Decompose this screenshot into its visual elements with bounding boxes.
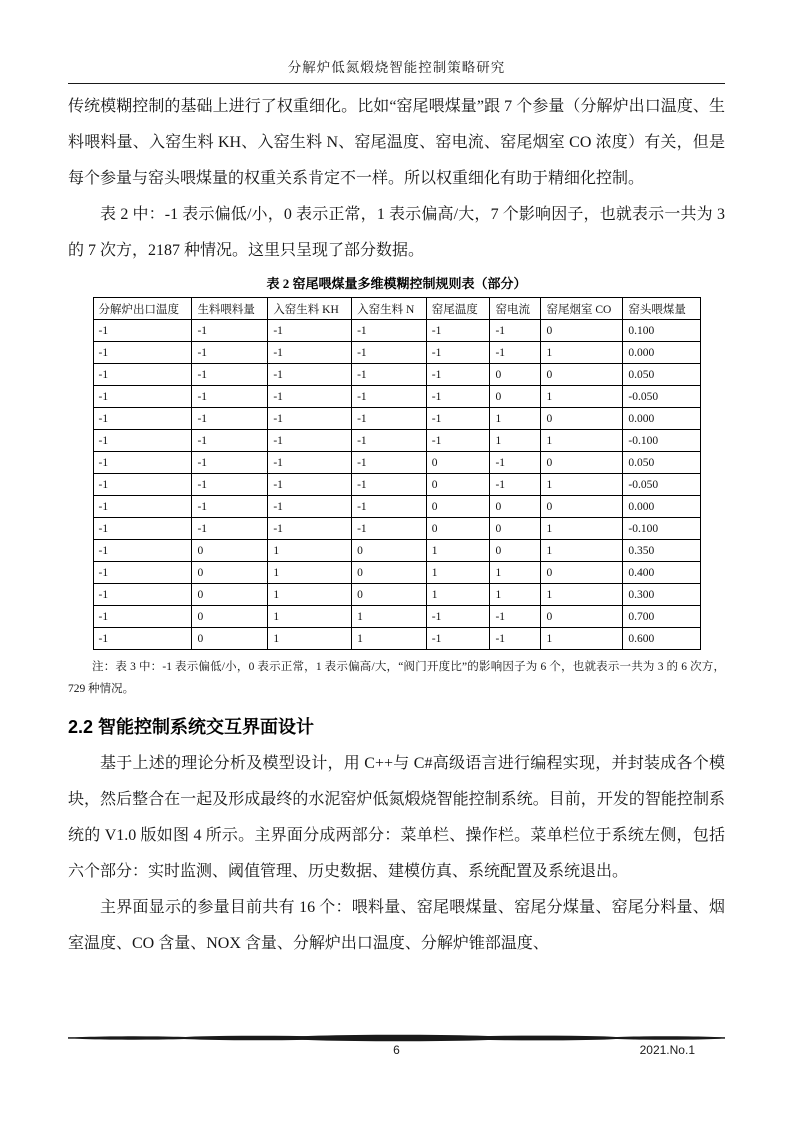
table-cell: 1 [490,430,541,452]
table-cell: -1 [352,474,427,496]
table-cell: 0 [192,628,268,650]
table-cell: -1 [93,540,192,562]
table-cell: 1 [426,584,490,606]
table-column-header: 入窑生料 N [352,298,427,320]
table-cell: 0 [426,474,490,496]
table-cell: -1 [268,496,352,518]
table-cell: -1 [192,452,268,474]
table-cell: 0 [426,518,490,540]
issue-label: 2021.No.1 [639,1043,695,1057]
table-cell: -1 [490,320,541,342]
footer-text-row [68,1043,725,1057]
table-cell: 0.000 [623,408,700,430]
table-row [93,518,700,540]
table-cell: -1 [352,408,427,430]
table-cell: -1 [93,386,192,408]
table-cell: 0 [541,320,623,342]
table-cell: -1 [93,628,192,650]
page-header [68,56,725,84]
table-cell: -1 [352,518,427,540]
table-cell: 0 [541,606,623,628]
table-cell: -1 [490,606,541,628]
table-cell: 1 [268,628,352,650]
table-cell: -1 [93,474,192,496]
table-column-header: 窑尾温度 [426,298,490,320]
paragraph-main-interface-parameters: 主界面显示的参量目前共有 16 个：喂料量、窑尾喂煤量、窑尾分煤量、窑尾分料量、烟室温度、CO 含量、NOX 含量、分解炉出口温度、分解炉锥部温度、 [68,899,725,952]
table-row [93,408,700,430]
table-cell: -1 [352,430,427,452]
table-cell: 0.350 [623,540,700,562]
section-heading-2-2: 2.2 智能控制系统交互界面设计 [68,717,315,737]
table-column-header: 窑尾烟室 CO [541,298,623,320]
page-footer [68,1033,725,1057]
table-cell: -1 [426,342,490,364]
table-cell: -0.100 [623,430,700,452]
table-cell: 1 [490,584,541,606]
paragraph-system-implementation: 基于上述的理论分析及模型设计，用 C++与 C#高级语言进行编程实现，并封装成各个模块，然后整合在一起及形成最终的水泥窑炉低氮煅烧智能控制系统。目前，开发的智能控制系统的 V1.0 版如图 4 所示。主界面分成两部分：菜单栏、操作栏。菜单栏位于系统左侧，包括六个部分：实时监测、阈值管理、历史数据、建模仿真、系统配置及系统退出。 [68,755,725,880]
table-column-header: 生料喂料量 [192,298,268,320]
table-cell: 1 [541,584,623,606]
table-cell: -1 [268,518,352,540]
table-cell: 1 [541,628,623,650]
table-cell: 0.050 [623,364,700,386]
table-cell: -1 [93,584,192,606]
table-cell: -1 [268,408,352,430]
table-cell: 1 [541,540,623,562]
table-cell: 0 [192,540,268,562]
table-cell: -1 [352,496,427,518]
table-caption: 表 2 窑尾喂煤量多维模糊控制规则表（部分） [266,276,527,291]
table-cell: 0 [541,562,623,584]
table-cell: 1 [541,386,623,408]
table-cell: -1 [426,386,490,408]
table-cell: 1 [352,628,427,650]
table-cell: 0 [352,540,427,562]
table-cell: 0 [490,540,541,562]
table-cell: -1 [426,320,490,342]
table-cell: -1 [268,430,352,452]
table-cell: -1 [192,364,268,386]
footer-decorative-rule [68,1033,725,1043]
table-cell: -1 [93,606,192,628]
table-cell: -1 [352,320,427,342]
table-cell: -0.100 [623,518,700,540]
table-cell: -1 [192,474,268,496]
table-row [93,452,700,474]
table-cell: 0 [192,562,268,584]
table-cell: 1 [268,562,352,584]
table-note: 注：表 3 中：-1 表示偏低/小，0 表示正常，1 表示偏高/大，“阀门开度比”的影响因子为 6 个，也就表示一共为 3 的 6 次方，729 种情况。 [68,661,725,695]
table-row [93,540,700,562]
table-row [93,606,700,628]
table-cell: -1 [192,386,268,408]
table-cell: 0 [541,364,623,386]
table-cell: -1 [352,386,427,408]
table-cell: -1 [268,320,352,342]
table-cell: -1 [268,452,352,474]
page-number: 6 [393,1043,400,1057]
page-content [0,84,793,962]
table-cell: -1 [192,342,268,364]
table-cell: -1 [352,452,427,474]
table-cell: -1 [93,408,192,430]
table-cell: 0 [541,452,623,474]
table-cell: 0 [490,364,541,386]
table-cell: -1 [268,386,352,408]
table-row [93,496,700,518]
table-cell: -1 [192,320,268,342]
table-cell: -1 [93,452,192,474]
running-title: 分解炉低氮煅烧智能控制策略研究 [287,60,506,75]
table-cell: -1 [426,408,490,430]
table-cell: 1 [490,562,541,584]
table-cell: -1 [426,628,490,650]
table-cell: -1 [352,364,427,386]
table-cell: -1 [192,430,268,452]
table-cell: 0.400 [623,562,700,584]
table-cell: -0.050 [623,386,700,408]
table-cell: 1 [352,606,427,628]
table-header-row [93,298,700,320]
table-row [93,320,700,342]
table-cell: -1 [192,496,268,518]
table-cell: -1 [426,364,490,386]
table-cell: -1 [426,606,490,628]
fuzzy-control-rule-table [93,297,701,650]
table-cell: -0.050 [623,474,700,496]
table-row [93,386,700,408]
table-row [93,584,700,606]
table-column-header: 窑电流 [490,298,541,320]
table-cell: -1 [192,518,268,540]
table-cell: 1 [541,518,623,540]
table-cell: -1 [490,628,541,650]
table-cell: -1 [192,408,268,430]
table-cell: -1 [490,474,541,496]
table-cell: 0 [192,584,268,606]
table-cell: 0 [426,452,490,474]
table-cell: 1 [268,540,352,562]
table-cell: 0 [490,496,541,518]
table-cell: 0 [352,562,427,584]
table-cell: -1 [352,342,427,364]
table-cell: 1 [541,342,623,364]
table-cell: -1 [490,452,541,474]
table-cell: 1 [490,408,541,430]
table-cell: 0.000 [623,496,700,518]
table-cell: 0 [426,496,490,518]
table-cell: -1 [268,474,352,496]
table-cell: 0 [541,496,623,518]
table-column-header: 分解炉出口温度 [93,298,192,320]
table-cell: 1 [541,474,623,496]
table-cell: 1 [268,606,352,628]
table-cell: 0 [490,518,541,540]
table-cell: -1 [93,342,192,364]
table-cell: 0 [490,386,541,408]
table-cell: -1 [268,364,352,386]
table-cell: -1 [490,342,541,364]
table-cell: 0.000 [623,342,700,364]
table-column-header: 入窑生料 KH [268,298,352,320]
table-cell: 0 [352,584,427,606]
paragraph-weight-refinement: 传统模糊控制的基础上进行了权重细化。比如“窑尾喂煤量”跟 7 个参量（分解炉出口温度、生料喂料量、入窑生料 KH、入窑生料 N、窑尾温度、窑电流、窑尾烟室 CO 浓度）有关，但是每个参量与窑头喂煤量的权重关系肯定不一样。所以权重细化有助于精细化控制。 [68,98,725,187]
table-row [93,474,700,496]
table-cell: -1 [426,430,490,452]
table-row [93,364,700,386]
table-cell: -1 [93,320,192,342]
table-cell: 0.050 [623,452,700,474]
table-row [93,430,700,452]
table-cell: 0 [541,408,623,430]
table-cell: -1 [268,342,352,364]
table-column-header: 窑头喂煤量 [623,298,700,320]
table-row [93,342,700,364]
table-cell: 1 [426,562,490,584]
table-cell: -1 [93,364,192,386]
table-cell: 1 [268,584,352,606]
table-cell: 0.300 [623,584,700,606]
table-cell: 0.600 [623,628,700,650]
table-cell: 0.700 [623,606,700,628]
table-cell: -1 [93,430,192,452]
table-cell: -1 [93,562,192,584]
table-cell: -1 [93,496,192,518]
table-cell: 0.100 [623,320,700,342]
table-cell: 1 [541,430,623,452]
paragraph-table2-explanation: 表 2 中：-1 表示偏低/小，0 表示正常，1 表示偏高/大，7 个影响因子，也就表示一共为 3 的 7 次方，2187 种情况。这里只呈现了部分数据。 [68,206,725,259]
table-row [93,562,700,584]
table-cell: 0 [192,606,268,628]
table-cell: 1 [426,540,490,562]
table-cell: -1 [93,518,192,540]
table-row [93,628,700,650]
